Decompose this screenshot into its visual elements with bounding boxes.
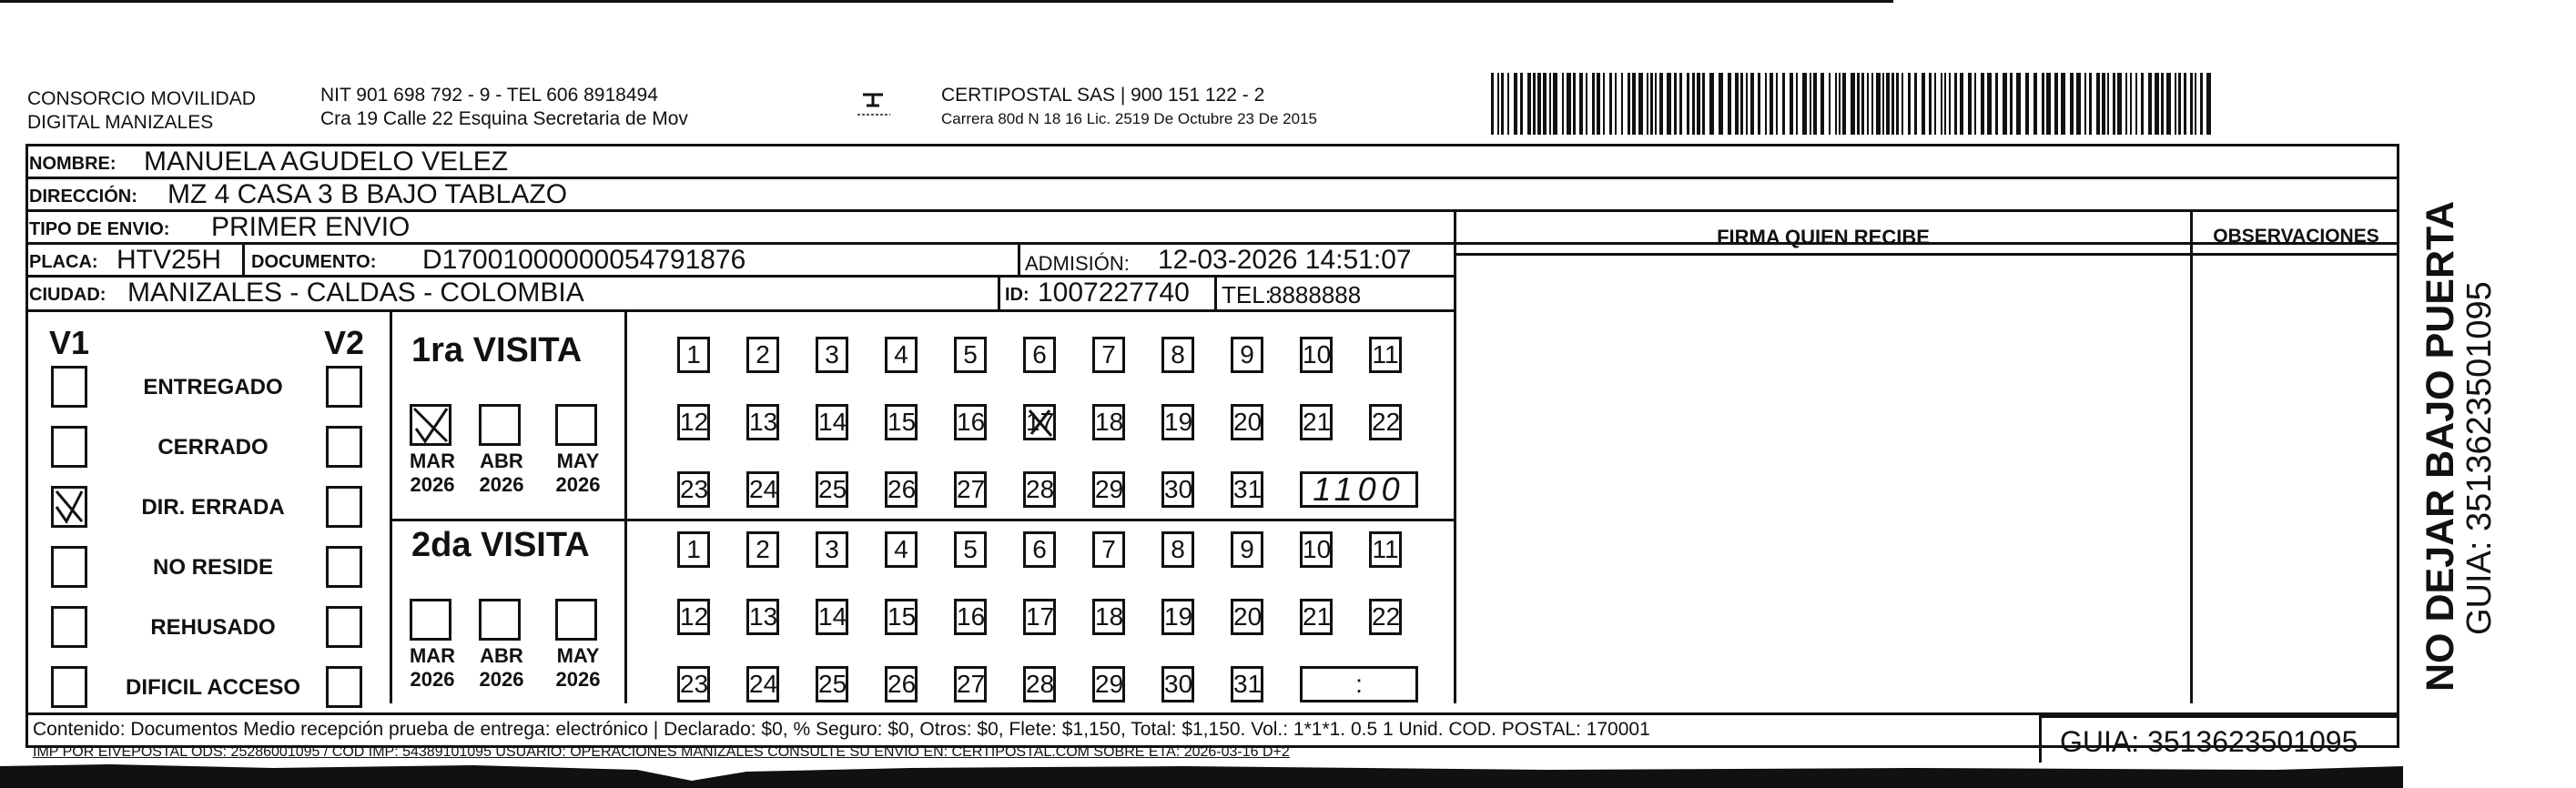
- first-visit-day-23[interactable]: 23: [677, 471, 710, 508]
- admision-label: ADMISIÓN:: [1025, 252, 1130, 275]
- second-visit-day-27[interactable]: 27: [954, 666, 987, 702]
- nombre-label: NOMBRE:: [29, 154, 117, 174]
- first-visit-month-label-may: MAY 2026: [555, 450, 601, 496]
- direccion-label: DIRECCIÓN:: [29, 187, 137, 207]
- no-dejar-text: NO DEJAR BAJO PUERTA: [2419, 200, 2462, 692]
- v1-checkbox-entregado[interactable]: [51, 366, 87, 408]
- tipo-label: TIPO DE ENVIO:: [29, 219, 170, 239]
- second-visit-month-checkbox-may[interactable]: [555, 599, 597, 641]
- contenido-text: Contenido: Documentos Medio recepción prueba de entrega: electrónico | Declarado: $0, % Seguro: $0, Otros: $0, Flete: $1,150, Total: $1,150. Vol.: 1*1*1. 0.5 1 Unid. COD. POSTAL: 170001: [33, 719, 1650, 740]
- v1-checkbox-no-reside[interactable]: [51, 546, 87, 588]
- v2-checkbox-rehusado[interactable]: [326, 606, 362, 648]
- first-visit-day-8[interactable]: 8: [1161, 337, 1194, 373]
- v2-checkbox-entregado[interactable]: [326, 366, 362, 408]
- second-visit-day-7[interactable]: 7: [1092, 531, 1125, 568]
- status-label-dir-errada: DIR. ERRADA: [141, 495, 285, 520]
- v1-checkbox-cerrado[interactable]: [51, 426, 87, 468]
- status-visit-divider: [390, 312, 392, 703]
- first-visit-day-28[interactable]: 28: [1023, 471, 1056, 508]
- first-visit-month-checkbox-may[interactable]: [555, 404, 597, 446]
- first-visit-time-box[interactable]: 1100: [1300, 471, 1418, 508]
- second-visit-day-9[interactable]: 9: [1231, 531, 1263, 568]
- second-visit-day-23[interactable]: 23: [677, 666, 710, 702]
- first-visit-day-10[interactable]: 10: [1300, 337, 1333, 373]
- firma-area[interactable]: [1458, 258, 2186, 702]
- firma-label: FIRMA QUIEN RECIBE: [1717, 226, 1930, 248]
- first-visit-day-5[interactable]: 5: [954, 337, 987, 373]
- observaciones-divider: [2190, 212, 2193, 703]
- first-visit-month-checkbox-abr[interactable]: [479, 404, 521, 446]
- second-visit-day-5[interactable]: 5: [954, 531, 987, 568]
- torn-edge: [0, 761, 2576, 788]
- company-info: [320, 84, 688, 131]
- second-visit-day-31[interactable]: 31: [1231, 666, 1263, 702]
- second-visit-day-17[interactable]: 17: [1023, 599, 1056, 635]
- ciudad-label: CIUDAD:: [29, 285, 106, 305]
- status-label-no-reside: NO RESIDE: [152, 555, 274, 580]
- first-visit-day-12[interactable]: 12: [677, 404, 710, 440]
- courier-line-2: Carrera 80d N 18 16 Lic. 2519 De Octubre 23 De 2015: [941, 110, 1317, 127]
- second-visit-day-26[interactable]: 26: [885, 666, 918, 702]
- second-visit-day-6[interactable]: 6: [1023, 531, 1056, 568]
- v1-label: V1: [49, 324, 90, 361]
- ciudad-value: MANIZALES - CALDAS - COLOMBIA: [127, 278, 584, 308]
- first-visit-day-29[interactable]: 29: [1092, 471, 1125, 508]
- v2-checkbox-dir-errada[interactable]: [326, 486, 362, 528]
- second-visit-day-16[interactable]: 16: [954, 599, 987, 635]
- second-visit-month-label-mar: MAR 2026: [409, 644, 456, 691]
- courier-logo-icon: [856, 89, 892, 120]
- barcode: [1491, 73, 2219, 135]
- courier-info: [941, 84, 1317, 129]
- observaciones-area[interactable]: [2195, 258, 2397, 702]
- visits-divider: [390, 519, 1456, 521]
- placa-label: PLACA:: [29, 252, 98, 272]
- id-divider: [998, 278, 1000, 310]
- direccion-value: MZ 4 CASA 3 B BAJO TABLAZO: [167, 179, 568, 209]
- first-visit-month-checkbox-mar[interactable]: [410, 404, 451, 446]
- first-visit-day-20[interactable]: 20: [1231, 404, 1263, 440]
- tel-label: TEL:: [1222, 281, 1272, 308]
- second-visit-day-11[interactable]: 11: [1369, 531, 1402, 568]
- first-visit-day-15[interactable]: 15: [885, 404, 918, 440]
- ciudad-row: [25, 278, 1456, 312]
- signature-divider: [1454, 212, 1456, 703]
- documento-label: DOCUMENTO:: [251, 252, 377, 272]
- status-label-dificil-acceso: DIFICIL ACCESO: [125, 675, 300, 700]
- direccion-row: [25, 179, 2399, 212]
- second-visit-month-checkbox-abr[interactable]: [479, 599, 521, 641]
- first-visit-day-27[interactable]: 27: [954, 471, 987, 508]
- firma-header-underline: [1456, 253, 2399, 256]
- second-visit-day-28[interactable]: 28: [1023, 666, 1056, 702]
- v2-checkbox-dificil-acceso[interactable]: [326, 666, 362, 708]
- status-label-cerrado: CERRADO: [157, 435, 269, 460]
- second-visit-month-checkbox-mar[interactable]: [410, 599, 451, 641]
- second-visit-day-21[interactable]: 21: [1300, 599, 1333, 635]
- second-visit-day-2[interactable]: 2: [746, 531, 779, 568]
- side-text: [2419, 146, 2498, 692]
- second-visit-day-15[interactable]: 15: [885, 599, 918, 635]
- first-visit-day-26[interactable]: 26: [885, 471, 918, 508]
- second-visit-day-22[interactable]: 22: [1369, 599, 1402, 635]
- first-visit-day-1[interactable]: 1: [677, 337, 710, 373]
- company-line-2: DIGITAL MANIZALES: [27, 112, 214, 133]
- nit-line: NIT 901 698 792 - 9 - TEL 606 8918494: [320, 85, 658, 106]
- placa-row: [25, 245, 1456, 278]
- second-visit-title: 2da VISITA: [411, 526, 590, 564]
- first-visit-day-6[interactable]: 6: [1023, 337, 1056, 373]
- first-visit-day-2[interactable]: 2: [746, 337, 779, 373]
- first-visit-day-17[interactable]: 17: [1023, 404, 1056, 440]
- nombre-value: MANUELA AGUDELO VELEZ: [144, 146, 509, 177]
- v1-checkbox-dir-errada[interactable]: [51, 486, 87, 528]
- id-value: 1007227740: [1038, 278, 1190, 308]
- second-visit-day-29[interactable]: 29: [1092, 666, 1125, 702]
- second-visit-day-20[interactable]: 20: [1231, 599, 1263, 635]
- second-visit-day-10[interactable]: 10: [1300, 531, 1333, 568]
- second-visit-time-box[interactable]: :: [1300, 666, 1418, 702]
- nombre-row: [25, 146, 2399, 179]
- first-visit-day-22[interactable]: 22: [1369, 404, 1402, 440]
- second-visit-month-label-may: MAY 2026: [555, 644, 601, 691]
- tipo-value: PRIMER ENVIO: [211, 212, 411, 242]
- observaciones-label: OBSERVACIONES: [2213, 226, 2379, 247]
- first-visit-day-16[interactable]: 16: [954, 404, 987, 440]
- second-visit-day-30[interactable]: 30: [1161, 666, 1194, 702]
- v1-checkbox-dificil-acceso[interactable]: [51, 666, 87, 708]
- first-visit-day-31[interactable]: 31: [1231, 471, 1263, 508]
- imp-text: IMP POR EIVEPOSTAL ODS: 25286001095 / COD IMP: 54389101095 USUARIO: OPERACIONES MANIZALES CONSULTE SU ENVIO EN: CERTIPOSTAL.COM SOBRE ETA: 2026-03-16 D+2: [33, 744, 1290, 760]
- months-days-divider: [624, 312, 627, 703]
- v2-label: V2: [324, 324, 365, 361]
- second-visit-day-14[interactable]: 14: [816, 599, 848, 635]
- courier-line-1: CERTIPOSTAL SAS | 900 151 122 - 2: [941, 85, 1265, 106]
- first-visit-day-19[interactable]: 19: [1161, 404, 1194, 440]
- first-visit-title: 1ra VISITA: [411, 331, 583, 369]
- second-visit-day-4[interactable]: 4: [885, 531, 918, 568]
- first-visit-day-14[interactable]: 14: [816, 404, 848, 440]
- first-visit-month-label-mar: MAR 2026: [409, 450, 456, 496]
- top-rule: [0, 0, 1893, 3]
- guia-box: [2039, 715, 2399, 763]
- first-visit-day-30[interactable]: 30: [1161, 471, 1194, 508]
- v2-checkbox-no-reside[interactable]: [326, 546, 362, 588]
- second-visit-day-25[interactable]: 25: [816, 666, 848, 702]
- status-label-rehusado: REHUSADO: [150, 615, 276, 640]
- first-visit-day-11[interactable]: 11: [1369, 337, 1402, 373]
- placa-value: HTV25H: [117, 245, 222, 275]
- first-visit-month-label-abr: ABR 2026: [479, 450, 524, 496]
- tel-value: 8888888: [1269, 281, 1362, 308]
- second-visit-day-1[interactable]: 1: [677, 531, 710, 568]
- id-label: ID:: [1005, 285, 1029, 305]
- documento-value: D17001000000054791876: [422, 245, 746, 275]
- first-visit-day-3[interactable]: 3: [816, 337, 848, 373]
- first-visit-day-13[interactable]: 13: [746, 404, 779, 440]
- status-label-entregado: ENTREGADO: [143, 375, 283, 399]
- address-line: Cra 19 Calle 22 Esquina Secretaria de Mov: [320, 108, 688, 129]
- first-visit-day-25[interactable]: 25: [816, 471, 848, 508]
- first-visit-day-9[interactable]: 9: [1231, 337, 1263, 373]
- side-guia-text: GUIA: 3513623501095: [2460, 281, 2499, 635]
- admision-divider: [1018, 245, 1020, 278]
- v2-checkbox-cerrado[interactable]: [326, 426, 362, 468]
- second-visit-month-label-abr: ABR 2026: [479, 644, 524, 691]
- second-visit-day-12[interactable]: 12: [677, 599, 710, 635]
- guia-box-text: GUIA: 3513623501095: [2060, 725, 2358, 758]
- second-visit-day-8[interactable]: 8: [1161, 531, 1194, 568]
- first-visit-day-18[interactable]: 18: [1092, 404, 1125, 440]
- company-line-1: CONSORCIO MOVILIDAD: [27, 88, 256, 109]
- second-visit-day-18[interactable]: 18: [1092, 599, 1125, 635]
- second-visit-day-24[interactable]: 24: [746, 666, 779, 702]
- v1-checkbox-rehusado[interactable]: [51, 606, 87, 648]
- tel-divider: [1214, 278, 1217, 310]
- second-visit-day-13[interactable]: 13: [746, 599, 779, 635]
- first-visit-day-7[interactable]: 7: [1092, 337, 1125, 373]
- second-visit-day-19[interactable]: 19: [1161, 599, 1194, 635]
- second-visit-day-3[interactable]: 3: [816, 531, 848, 568]
- first-visit-day-21[interactable]: 21: [1300, 404, 1333, 440]
- company-name: [27, 87, 256, 135]
- admision-value: 12-03-2026 14:51:07: [1158, 245, 1412, 275]
- first-visit-day-4[interactable]: 4: [885, 337, 918, 373]
- placa-divider: [242, 245, 245, 278]
- first-visit-day-24[interactable]: 24: [746, 471, 779, 508]
